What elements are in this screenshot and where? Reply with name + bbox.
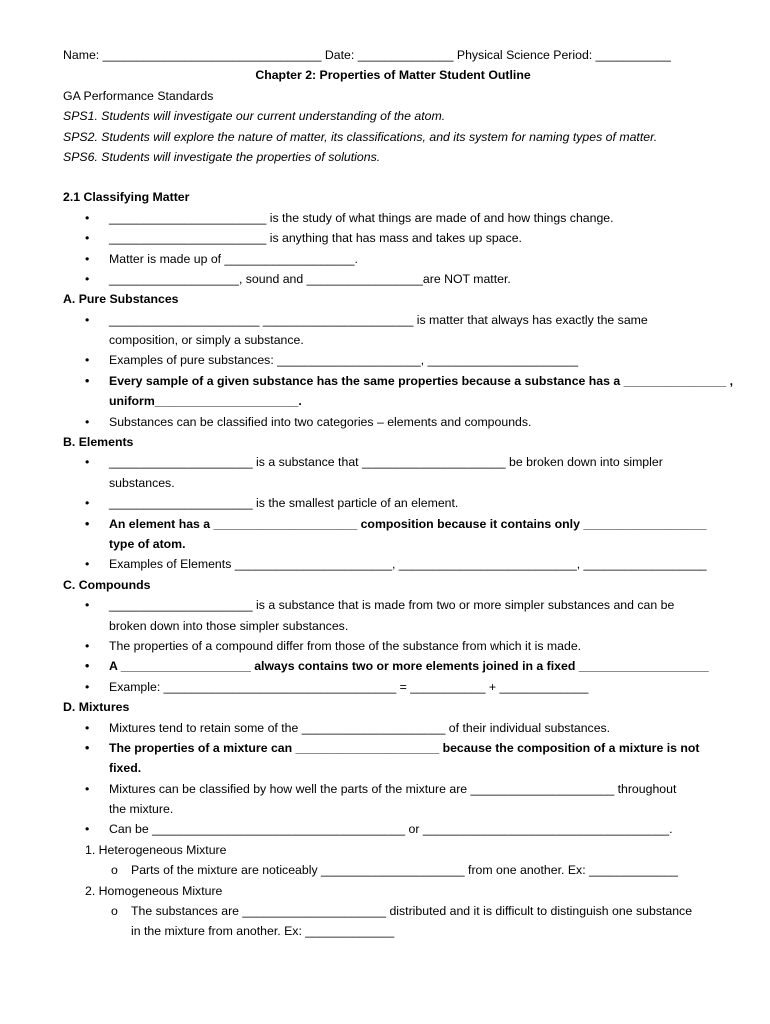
list-item: • ___________________, sound and _________________are NOT matter. bbox=[63, 269, 723, 289]
bullet-icon: • bbox=[85, 720, 90, 735]
list-item: • _____________________ is a substance that _____________________ be broken down into simpler bbox=[63, 452, 723, 472]
page-title: Chapter 2: Properties of Matter Student Outline bbox=[255, 68, 531, 83]
list-item-continuation: composition, or simply a substance. bbox=[109, 333, 304, 348]
list-item: • A ___________________ always contains two or more elements joined in a fixed ___________________ bbox=[63, 656, 723, 676]
compounds-heading: C. Compounds bbox=[63, 577, 151, 592]
standards-heading: GA Performance Standards bbox=[63, 88, 214, 103]
list-item: • _____________________ is a substance that is made from two or more simpler substances and can be bbox=[63, 595, 723, 615]
bullet-icon: • bbox=[85, 659, 90, 674]
bullet-icon: • bbox=[85, 210, 90, 225]
list-item-continuation: broken down into those simpler substances. bbox=[109, 618, 349, 633]
header-line: Name: ________________________________ Date: ______________ Physical Science Period: ___________ bbox=[63, 48, 671, 62]
bullet-icon: • bbox=[85, 557, 90, 572]
list-item: • Can be _____________________________________ or ____________________________________. bbox=[63, 819, 723, 839]
standard-sps2: SPS2. Students will explore the nature of matter, its classifications, and its system for naming types of matter. bbox=[63, 129, 658, 144]
numbered-item-homogeneous: 2. Homogeneous Mixture bbox=[85, 883, 223, 898]
list-item: • The properties of a mixture can _____________________ because the composition of a mixture is not bbox=[63, 738, 723, 758]
bullet-icon: • bbox=[85, 496, 90, 511]
section-heading: 2.1 Classifying Matter bbox=[63, 190, 190, 205]
bullet-icon: • bbox=[85, 251, 90, 266]
standard-sps1: SPS1. Students will investigate our current understanding of the atom. bbox=[63, 109, 446, 124]
pure-substances-heading: A. Pure Substances bbox=[63, 292, 179, 307]
numbered-item-heterogeneous: 1. Heterogeneous Mixture bbox=[85, 842, 227, 857]
bullet-icon: • bbox=[85, 373, 90, 388]
elements-heading: B. Elements bbox=[63, 435, 134, 450]
bullet-icon: • bbox=[85, 271, 90, 286]
list-item-continuation: fixed. bbox=[109, 761, 142, 776]
bullet-icon: • bbox=[85, 638, 90, 653]
list-item: • _____________________ is the smallest particle of an element. bbox=[63, 493, 723, 513]
list-item: • Example: __________________________________ = ___________ + _____________ bbox=[63, 677, 723, 697]
list-item-continuation: type of atom. bbox=[109, 536, 186, 551]
bullet-icon: • bbox=[85, 353, 90, 368]
sub-item: o The substances are _____________________ distributed and it is difficult to distinguish one substance bbox=[63, 901, 723, 921]
worksheet-page bbox=[63, 45, 734, 942]
circle-bullet-icon: o bbox=[111, 863, 118, 878]
list-item: • Substances can be classified into two categories – elements and compounds. bbox=[63, 412, 723, 432]
mixtures-heading: D. Mixtures bbox=[63, 700, 130, 715]
bullet-icon: • bbox=[85, 516, 90, 531]
bullet-icon: • bbox=[85, 231, 90, 246]
sub-item-continuation: in the mixture from another. Ex: _____________ bbox=[131, 924, 395, 939]
list-item: • An element has a _____________________ composition because it contains only __________________ bbox=[63, 514, 723, 534]
bullet-icon: • bbox=[85, 679, 90, 694]
list-item: • Mixtures tend to retain some of the _____________________ of their individual substances. bbox=[63, 718, 723, 738]
list-item: • Matter is made up of ___________________. bbox=[63, 249, 723, 269]
list-item: • Mixtures can be classified by how well the parts of the mixture are _____________________ throughout bbox=[63, 779, 723, 799]
bullet-icon: • bbox=[85, 312, 90, 327]
bullet-icon: • bbox=[85, 740, 90, 755]
bullet-icon: • bbox=[85, 822, 90, 837]
list-item: • The properties of a compound differ from those of the substance from which it is made. bbox=[63, 636, 723, 656]
standard-sps6: SPS6. Students will investigate the properties of solutions. bbox=[63, 149, 381, 164]
list-item: • Every sample of a given substance has the same properties because a substance has a _______________ , bbox=[63, 371, 723, 391]
list-item: • Examples of pure substances: _____________________, ______________________ bbox=[63, 350, 723, 370]
bullet-icon: • bbox=[85, 598, 90, 613]
list-item-continuation: the mixture. bbox=[109, 802, 174, 817]
list-item: • ______________________ ______________________ is matter that always has exactly the same bbox=[63, 310, 723, 330]
sub-item: o Parts of the mixture are noticeably _____________________ from one another. Ex: _____________ bbox=[63, 860, 723, 880]
bullet-icon: • bbox=[85, 781, 90, 796]
list-item-continuation: uniform_____________________. bbox=[109, 394, 302, 409]
bullet-icon: • bbox=[85, 455, 90, 470]
list-item: • Examples of Elements _______________________, __________________________, __________________ bbox=[63, 554, 723, 574]
list-item: • _______________________ is the study of what things are made of and how things change. bbox=[63, 208, 723, 228]
bullet-icon: • bbox=[85, 414, 90, 429]
list-item: • _______________________ is anything that has mass and takes up space. bbox=[63, 228, 723, 248]
list-item-continuation: substances. bbox=[109, 475, 175, 490]
circle-bullet-icon: o bbox=[111, 904, 118, 919]
